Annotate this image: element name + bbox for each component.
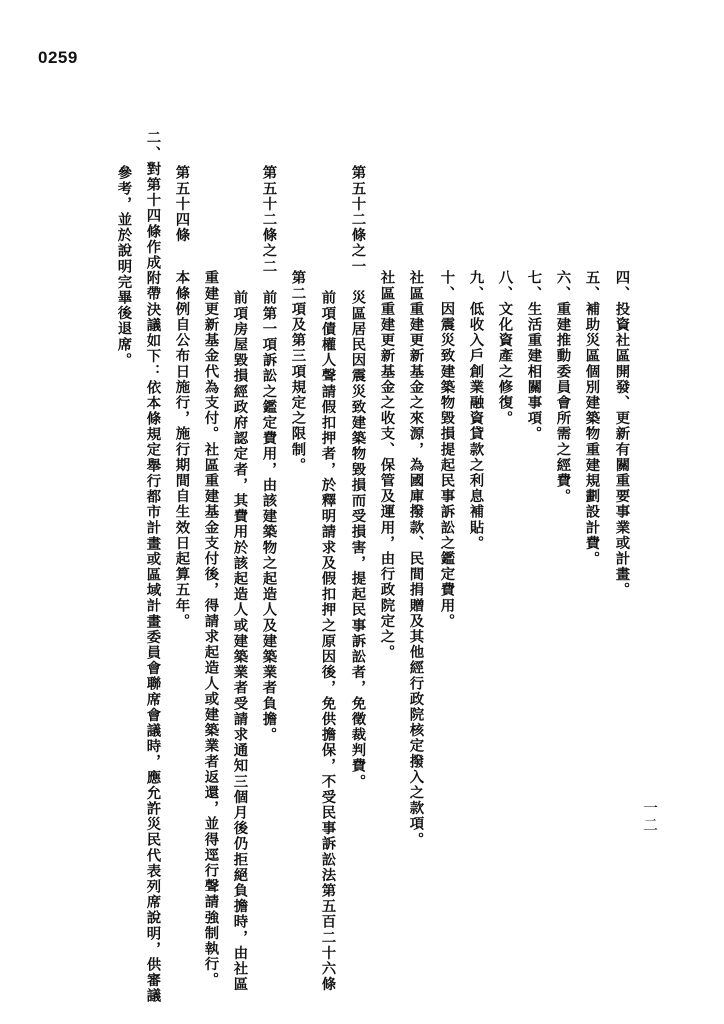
paragraph-52-2-first: 前第一項訴訟之鑑定費用，由該建築物之起造人及建築業者負擔。	[260, 290, 278, 743]
list-item-10: 十、因震災致建築物毀損提起民事訴訟之鑑定費用。	[438, 270, 456, 629]
list-item-9: 九、低收入戶創業融資貸款之利息補貼。	[467, 270, 485, 551]
folio-page-number: 一二	[641, 800, 659, 834]
paragraph-fund-management: 社區重建更新基金之收支、保管及運用，由行政院定之。	[378, 270, 396, 660]
paragraph-52-1-first: 災區居民因震災致建築物毀損而受損害，提起民事訴訟者，免徵裁判費。	[349, 290, 367, 790]
paragraph-52-1-second-cont: 第二項及第三項規定之限制。	[289, 270, 307, 473]
paragraph-54: 本條例自公布日施行，施行期間自生效日起算五年。	[173, 270, 191, 629]
page-number: 0259	[38, 48, 78, 67]
list-item-5: 五、補助災區個別建築物重建規劃設計費。	[583, 270, 601, 567]
paragraph-fund-source: 社區重建更新基金之來源，為國庫撥款、民間捐贈及其他經行政院核定撥入之款項。	[407, 270, 425, 848]
paragraph-52-2-second: 前項房屋毀損經政府認定者，其費用於該起造人或建築業者受請求通知三個月後仍拒絕負擔時，由社區	[231, 290, 249, 992]
article-heading-52-2: 第五十二條之二	[260, 165, 278, 275]
paragraph-52-1-second: 前項債權人聲請假扣押者，於釋明請求及假扣押之原因後，免供擔保，不受民事訴訟法第五百二十六條	[319, 290, 337, 992]
list-item-8: 八、文化資產之修復。	[496, 270, 514, 426]
resolution-item-2-cont: 參考，並於說明完畢後退席。	[115, 165, 133, 368]
list-item-7: 七、生活重建相關事項。	[525, 270, 543, 442]
list-item-6: 六、重建推動委員會所需之經費。	[554, 270, 572, 504]
list-item-4: 四、投資社區開發、更新有關重要事業或計畫。	[613, 270, 631, 598]
paragraph-52-2-second-cont: 重建更新基金代為支付。社區重建基金支付後，得請求起造人或建築業者返還，並得逕行聲請強制執行。	[202, 270, 220, 988]
resolution-item-2: 二、對第十四條作成附帶決議如下：依本條規定舉行都市計畫或區域計畫委員會聯席會議時，應允許災民代表列席說明，供審議	[144, 130, 162, 1004]
article-heading-52-1: 第五十二條之一	[349, 165, 367, 275]
article-heading-54: 第五十四條	[173, 165, 191, 243]
